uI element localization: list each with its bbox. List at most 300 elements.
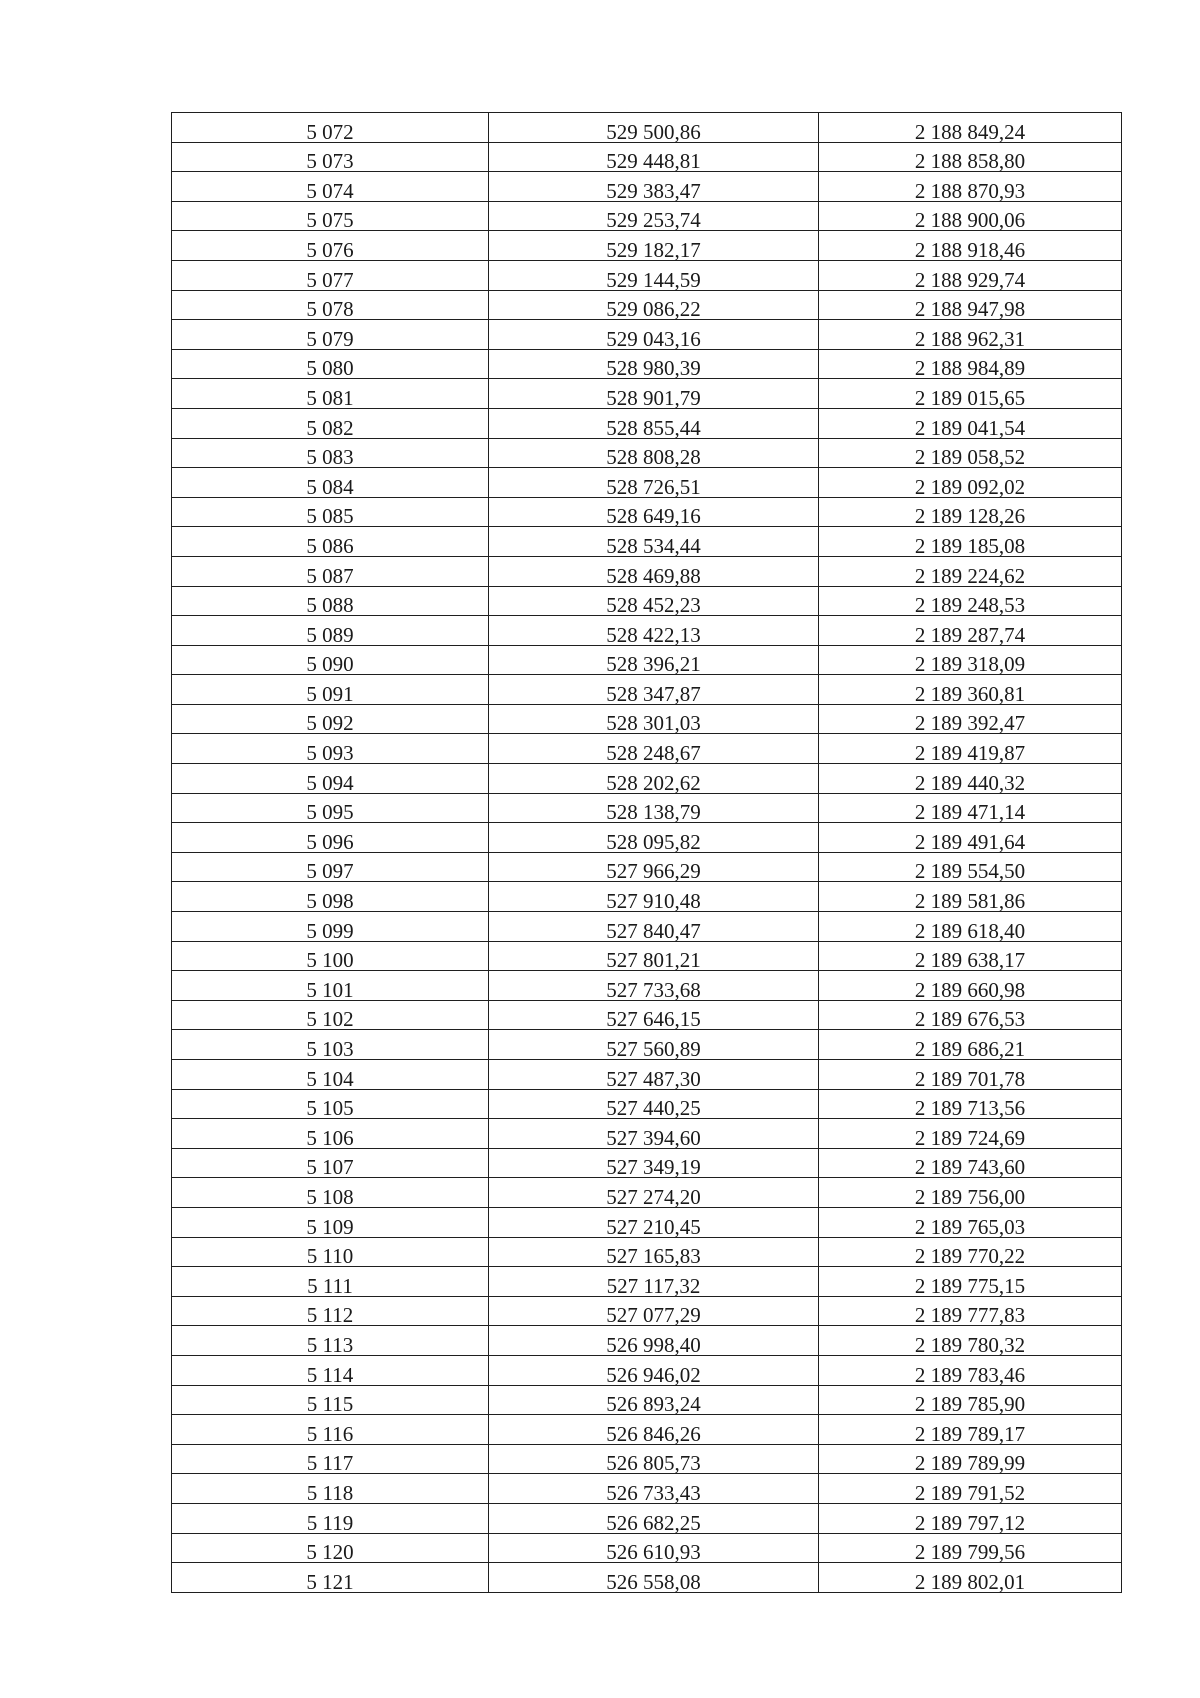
coordinates-table — [171, 112, 1122, 1593]
y-coordinate-cell — [819, 1089, 1122, 1119]
y-coordinate-cell — [819, 1148, 1122, 1178]
point-number-cell-text: 5 120 — [306, 1540, 354, 1565]
table-row — [172, 675, 1122, 705]
table-row — [172, 497, 1122, 527]
x-coordinate-cell — [489, 408, 819, 438]
point-number-cell — [172, 260, 489, 290]
y-coordinate-cell — [819, 1119, 1122, 1149]
x-coordinate-cell — [489, 320, 819, 350]
x-coordinate-cell — [489, 971, 819, 1001]
y-coordinate-cell — [819, 941, 1122, 971]
table-row — [172, 408, 1122, 438]
point-number-cell — [172, 971, 489, 1001]
x-coordinate-cell — [489, 912, 819, 942]
point-number-cell — [172, 438, 489, 468]
point-number-cell — [172, 1355, 489, 1385]
point-number-cell-text: 5 097 — [306, 859, 354, 884]
y-coordinate-cell-text: 2 189 676,53 — [914, 1007, 1026, 1032]
point-number-cell-text: 5 078 — [306, 297, 354, 322]
x-coordinate-cell-text: 528 534,44 — [606, 533, 701, 558]
table-row — [172, 852, 1122, 882]
x-coordinate-cell — [489, 1119, 819, 1149]
y-coordinate-cell — [819, 1267, 1122, 1297]
x-coordinate-cell — [489, 527, 819, 557]
point-number-cell-text: 5 119 — [306, 1510, 354, 1535]
table-row — [172, 556, 1122, 586]
point-number-cell — [172, 1089, 489, 1119]
y-coordinate-cell-text: 2 188 849,24 — [914, 119, 1026, 144]
point-number-cell-text: 5 107 — [306, 1155, 354, 1180]
y-coordinate-cell-text: 2 189 185,08 — [914, 533, 1026, 558]
x-coordinate-cell-text: 528 347,87 — [606, 681, 701, 706]
y-coordinate-cell — [819, 320, 1122, 350]
point-number-cell — [172, 852, 489, 882]
point-number-cell-text: 5 094 — [306, 770, 354, 795]
y-coordinate-cell — [819, 1415, 1122, 1445]
table-row — [172, 941, 1122, 971]
point-number-cell — [172, 645, 489, 675]
point-number-cell-text: 5 082 — [306, 415, 354, 440]
x-coordinate-cell — [489, 852, 819, 882]
point-number-cell-text: 5 073 — [306, 149, 354, 174]
point-number-cell-text: 5 108 — [306, 1184, 354, 1209]
y-coordinate-cell — [819, 1000, 1122, 1030]
y-coordinate-cell-text: 2 189 775,15 — [914, 1273, 1026, 1298]
y-coordinate-cell — [819, 408, 1122, 438]
point-number-cell-text: 5 112 — [306, 1303, 354, 1328]
point-number-cell — [172, 468, 489, 498]
y-coordinate-cell — [819, 912, 1122, 942]
y-coordinate-cell — [819, 142, 1122, 172]
y-coordinate-cell-text: 2 188 858,80 — [914, 149, 1026, 174]
x-coordinate-cell — [489, 1355, 819, 1385]
table-row — [172, 586, 1122, 616]
table-row — [172, 231, 1122, 261]
point-number-cell-text: 5 121 — [306, 1569, 354, 1594]
y-coordinate-cell-text: 2 189 360,81 — [914, 681, 1026, 706]
x-coordinate-cell — [489, 734, 819, 764]
point-number-cell — [172, 704, 489, 734]
table-row — [172, 1296, 1122, 1326]
x-coordinate-cell-text: 526 610,93 — [606, 1540, 701, 1565]
x-coordinate-cell — [489, 1178, 819, 1208]
point-number-cell — [172, 1444, 489, 1474]
table-row — [172, 1415, 1122, 1445]
x-coordinate-cell — [489, 586, 819, 616]
point-number-cell — [172, 1237, 489, 1267]
point-number-cell — [172, 527, 489, 557]
point-number-cell-text: 5 090 — [306, 652, 354, 677]
y-coordinate-cell-text: 2 189 756,00 — [914, 1184, 1026, 1209]
point-number-cell — [172, 349, 489, 379]
point-number-cell — [172, 320, 489, 350]
x-coordinate-cell-text: 529 253,74 — [606, 208, 701, 233]
table-row — [172, 1503, 1122, 1533]
y-coordinate-cell-text: 2 189 128,26 — [914, 504, 1026, 529]
point-number-cell — [172, 1326, 489, 1356]
y-coordinate-cell-text: 2 189 015,65 — [914, 385, 1026, 410]
point-number-cell-text: 5 117 — [306, 1451, 354, 1476]
coordinates-table-body — [172, 113, 1122, 1593]
y-coordinate-cell-text: 2 189 724,69 — [914, 1125, 1026, 1150]
y-coordinate-cell-text: 2 189 783,46 — [914, 1362, 1026, 1387]
x-coordinate-cell-text: 528 901,79 — [606, 385, 701, 410]
table-row — [172, 882, 1122, 912]
y-coordinate-cell-text: 2 189 491,64 — [914, 829, 1026, 854]
table-row — [172, 793, 1122, 823]
point-number-cell — [172, 793, 489, 823]
x-coordinate-cell-text: 528 469,88 — [606, 563, 701, 588]
x-coordinate-cell — [489, 260, 819, 290]
x-coordinate-cell — [489, 675, 819, 705]
point-number-cell-text: 5 098 — [306, 889, 354, 914]
x-coordinate-cell-text: 528 980,39 — [606, 356, 701, 381]
point-number-cell — [172, 1119, 489, 1149]
y-coordinate-cell — [819, 764, 1122, 794]
y-coordinate-cell-text: 2 189 287,74 — [914, 622, 1026, 647]
x-coordinate-cell — [489, 379, 819, 409]
point-number-cell — [172, 1148, 489, 1178]
x-coordinate-cell-text: 529 182,17 — [606, 237, 701, 262]
y-coordinate-cell — [819, 1207, 1122, 1237]
y-coordinate-cell — [819, 586, 1122, 616]
x-coordinate-cell — [489, 1089, 819, 1119]
y-coordinate-cell — [819, 349, 1122, 379]
point-number-cell — [172, 882, 489, 912]
point-number-cell — [172, 231, 489, 261]
x-coordinate-cell-text: 526 893,24 — [606, 1392, 701, 1417]
table-row — [172, 260, 1122, 290]
x-coordinate-cell-text: 526 846,26 — [606, 1421, 701, 1446]
x-coordinate-cell-text: 527 210,45 — [606, 1214, 701, 1239]
point-number-cell — [172, 1030, 489, 1060]
x-coordinate-cell-text: 529 500,86 — [606, 119, 701, 144]
x-coordinate-cell-text: 527 646,15 — [606, 1007, 701, 1032]
table-row — [172, 349, 1122, 379]
x-coordinate-cell-text: 528 422,13 — [606, 622, 701, 647]
table-row — [172, 172, 1122, 202]
x-coordinate-cell-text: 527 349,19 — [606, 1155, 701, 1180]
x-coordinate-cell-text: 528 649,16 — [606, 504, 701, 529]
x-coordinate-cell — [489, 793, 819, 823]
x-coordinate-cell — [489, 704, 819, 734]
x-coordinate-cell-text: 529 043,16 — [606, 326, 701, 351]
x-coordinate-cell-text: 529 448,81 — [606, 149, 701, 174]
point-number-cell-text: 5 087 — [306, 563, 354, 588]
table-row — [172, 1326, 1122, 1356]
point-number-cell-text: 5 091 — [306, 681, 354, 706]
point-number-cell — [172, 142, 489, 172]
x-coordinate-cell-text: 528 855,44 — [606, 415, 701, 440]
x-coordinate-cell — [489, 468, 819, 498]
x-coordinate-cell — [489, 1267, 819, 1297]
x-coordinate-cell-text: 527 440,25 — [606, 1096, 701, 1121]
point-number-cell-text: 5 088 — [306, 593, 354, 618]
x-coordinate-cell-text: 528 396,21 — [606, 652, 701, 677]
point-number-cell-text: 5 109 — [306, 1214, 354, 1239]
x-coordinate-cell — [489, 201, 819, 231]
y-coordinate-cell — [819, 1385, 1122, 1415]
table-row — [172, 1237, 1122, 1267]
x-coordinate-cell — [489, 172, 819, 202]
point-number-cell-text: 5 092 — [306, 711, 354, 736]
y-coordinate-cell — [819, 1444, 1122, 1474]
x-coordinate-cell — [489, 1030, 819, 1060]
table-row — [172, 1119, 1122, 1149]
y-coordinate-cell-text: 2 189 785,90 — [914, 1392, 1026, 1417]
x-coordinate-cell — [489, 142, 819, 172]
table-row — [172, 290, 1122, 320]
y-coordinate-cell-text: 2 188 984,89 — [914, 356, 1026, 381]
point-number-cell-text: 5 075 — [306, 208, 354, 233]
y-coordinate-cell-text: 2 189 791,52 — [914, 1480, 1026, 1505]
y-coordinate-cell-text: 2 189 581,86 — [914, 889, 1026, 914]
point-number-cell — [172, 823, 489, 853]
y-coordinate-cell — [819, 1237, 1122, 1267]
y-coordinate-cell-text: 2 189 802,01 — [914, 1569, 1026, 1594]
x-coordinate-cell-text: 528 202,62 — [606, 770, 701, 795]
x-coordinate-cell — [489, 764, 819, 794]
x-coordinate-cell — [489, 497, 819, 527]
point-number-cell — [172, 201, 489, 231]
point-number-cell-text: 5 084 — [306, 474, 354, 499]
table-row — [172, 1444, 1122, 1474]
point-number-cell-text: 5 115 — [306, 1392, 354, 1417]
table-row — [172, 1474, 1122, 1504]
x-coordinate-cell-text: 526 558,08 — [606, 1569, 701, 1594]
y-coordinate-cell-text: 2 189 789,99 — [914, 1451, 1026, 1476]
y-coordinate-cell-text: 2 189 777,83 — [914, 1303, 1026, 1328]
point-number-cell-text: 5 085 — [306, 504, 354, 529]
point-number-cell — [172, 586, 489, 616]
point-number-cell-text: 5 079 — [306, 326, 354, 351]
y-coordinate-cell-text: 2 189 058,52 — [914, 445, 1026, 470]
x-coordinate-cell — [489, 1563, 819, 1593]
y-coordinate-cell-text: 2 189 224,62 — [914, 563, 1026, 588]
y-coordinate-cell — [819, 1326, 1122, 1356]
point-number-cell-text: 5 095 — [306, 800, 354, 825]
x-coordinate-cell — [489, 1474, 819, 1504]
y-coordinate-cell — [819, 468, 1122, 498]
point-number-cell-text: 5 101 — [306, 977, 354, 1002]
x-coordinate-cell — [489, 1326, 819, 1356]
x-coordinate-cell-text: 527 274,20 — [606, 1184, 701, 1209]
x-coordinate-cell-text: 528 301,03 — [606, 711, 701, 736]
table-row — [172, 1563, 1122, 1593]
table-row — [172, 527, 1122, 557]
table-row — [172, 1355, 1122, 1385]
y-coordinate-cell-text: 2 188 929,74 — [914, 267, 1026, 292]
y-coordinate-cell-text: 2 189 743,60 — [914, 1155, 1026, 1180]
y-coordinate-cell — [819, 675, 1122, 705]
point-number-cell-text: 5 086 — [306, 533, 354, 558]
x-coordinate-cell — [489, 616, 819, 646]
x-coordinate-cell-text: 526 682,25 — [606, 1510, 701, 1535]
y-coordinate-cell-text: 2 189 041,54 — [914, 415, 1026, 440]
x-coordinate-cell — [489, 1296, 819, 1326]
table-row — [172, 201, 1122, 231]
y-coordinate-cell-text: 2 189 660,98 — [914, 977, 1026, 1002]
x-coordinate-cell — [489, 1444, 819, 1474]
y-coordinate-cell-text: 2 189 770,22 — [914, 1244, 1026, 1269]
y-coordinate-cell-text: 2 189 789,17 — [914, 1421, 1026, 1446]
y-coordinate-cell — [819, 882, 1122, 912]
x-coordinate-cell-text: 527 560,89 — [606, 1037, 701, 1061]
table-row — [172, 113, 1122, 143]
x-coordinate-cell-text: 527 394,60 — [606, 1125, 701, 1150]
point-number-cell — [172, 764, 489, 794]
point-number-cell-text: 5 100 — [306, 948, 354, 973]
x-coordinate-cell — [489, 882, 819, 912]
table-row — [172, 1207, 1122, 1237]
point-number-cell — [172, 1474, 489, 1504]
x-coordinate-cell-text: 528 248,67 — [606, 741, 701, 766]
y-coordinate-cell — [819, 231, 1122, 261]
point-number-cell — [172, 1385, 489, 1415]
y-coordinate-cell — [819, 823, 1122, 853]
y-coordinate-cell-text: 2 189 318,09 — [914, 652, 1026, 677]
x-coordinate-cell — [489, 1060, 819, 1090]
y-coordinate-cell — [819, 1178, 1122, 1208]
y-coordinate-cell — [819, 971, 1122, 1001]
point-number-cell — [172, 912, 489, 942]
y-coordinate-cell-text: 2 189 618,40 — [914, 918, 1026, 943]
x-coordinate-cell — [489, 1237, 819, 1267]
point-number-cell-text: 5 080 — [306, 356, 354, 381]
table-row — [172, 971, 1122, 1001]
table-row — [172, 1385, 1122, 1415]
table-row — [172, 764, 1122, 794]
y-coordinate-cell-text: 2 188 900,06 — [914, 208, 1026, 233]
y-coordinate-cell-text: 2 188 870,93 — [914, 178, 1026, 203]
point-number-cell — [172, 290, 489, 320]
x-coordinate-cell — [489, 1000, 819, 1030]
table-row — [172, 1267, 1122, 1297]
table-row — [172, 616, 1122, 646]
point-number-cell — [172, 734, 489, 764]
point-number-cell-text: 5 116 — [306, 1421, 354, 1446]
y-coordinate-cell — [819, 1060, 1122, 1090]
point-number-cell — [172, 941, 489, 971]
y-coordinate-cell-text: 2 188 947,98 — [914, 297, 1026, 322]
point-number-cell-text: 5 105 — [306, 1096, 354, 1121]
y-coordinate-cell-text: 2 189 638,17 — [914, 948, 1026, 973]
point-number-cell-text: 5 111 — [307, 1273, 353, 1298]
x-coordinate-cell — [489, 290, 819, 320]
point-number-cell — [172, 556, 489, 586]
x-coordinate-cell-text: 526 998,40 — [606, 1332, 701, 1357]
y-coordinate-cell — [819, 616, 1122, 646]
y-coordinate-cell — [819, 290, 1122, 320]
y-coordinate-cell-text: 2 189 686,21 — [914, 1037, 1026, 1061]
x-coordinate-cell — [489, 1415, 819, 1445]
x-coordinate-cell-text: 526 946,02 — [606, 1362, 701, 1387]
x-coordinate-cell — [489, 231, 819, 261]
y-coordinate-cell — [819, 438, 1122, 468]
y-coordinate-cell — [819, 1355, 1122, 1385]
point-number-cell-text: 5 113 — [306, 1332, 354, 1357]
y-coordinate-cell — [819, 793, 1122, 823]
point-number-cell — [172, 1296, 489, 1326]
y-coordinate-cell-text: 2 189 713,56 — [914, 1096, 1026, 1121]
table-row — [172, 1000, 1122, 1030]
y-coordinate-cell — [819, 497, 1122, 527]
y-coordinate-cell-text: 2 189 554,50 — [914, 859, 1026, 884]
x-coordinate-cell-text: 527 910,48 — [606, 889, 701, 914]
table-row — [172, 734, 1122, 764]
y-coordinate-cell-text: 2 189 780,32 — [914, 1332, 1026, 1357]
x-coordinate-cell-text: 528 808,28 — [606, 445, 701, 470]
point-number-cell-text: 5 103 — [306, 1037, 354, 1061]
point-number-cell — [172, 616, 489, 646]
x-coordinate-cell-text: 528 138,79 — [606, 800, 701, 825]
point-number-cell — [172, 1207, 489, 1237]
table-row — [172, 1533, 1122, 1563]
x-coordinate-cell — [489, 438, 819, 468]
point-number-cell — [172, 379, 489, 409]
point-number-cell-text: 5 110 — [306, 1244, 354, 1269]
x-coordinate-cell — [489, 1533, 819, 1563]
x-coordinate-cell — [489, 1207, 819, 1237]
y-coordinate-cell — [819, 1563, 1122, 1593]
y-coordinate-cell-text: 2 188 918,46 — [914, 237, 1026, 262]
point-number-cell-text: 5 106 — [306, 1125, 354, 1150]
y-coordinate-cell-text: 2 189 392,47 — [914, 711, 1026, 736]
y-coordinate-cell — [819, 734, 1122, 764]
point-number-cell — [172, 113, 489, 143]
x-coordinate-cell — [489, 645, 819, 675]
x-coordinate-cell — [489, 941, 819, 971]
table-row — [172, 823, 1122, 853]
point-number-cell-text: 5 081 — [306, 385, 354, 410]
table-row — [172, 379, 1122, 409]
point-number-cell-text: 5 096 — [306, 829, 354, 854]
table-row — [172, 320, 1122, 350]
point-number-cell-text: 5 083 — [306, 445, 354, 470]
y-coordinate-cell-text: 2 188 962,31 — [914, 326, 1026, 351]
y-coordinate-cell — [819, 172, 1122, 202]
point-number-cell — [172, 675, 489, 705]
y-coordinate-cell — [819, 201, 1122, 231]
point-number-cell-text: 5 076 — [306, 237, 354, 262]
y-coordinate-cell — [819, 645, 1122, 675]
y-coordinate-cell — [819, 1503, 1122, 1533]
x-coordinate-cell-text: 529 144,59 — [606, 267, 701, 292]
y-coordinate-cell-text: 2 189 765,03 — [914, 1214, 1026, 1239]
point-number-cell — [172, 172, 489, 202]
x-coordinate-cell-text: 529 383,47 — [606, 178, 701, 203]
y-coordinate-cell — [819, 527, 1122, 557]
x-coordinate-cell-text: 527 487,30 — [606, 1066, 701, 1091]
x-coordinate-cell — [489, 1503, 819, 1533]
y-coordinate-cell-text: 2 189 248,53 — [914, 593, 1026, 618]
x-coordinate-cell-text: 527 840,47 — [606, 918, 701, 943]
table-row — [172, 438, 1122, 468]
y-coordinate-cell-text: 2 189 799,56 — [914, 1540, 1026, 1565]
point-number-cell — [172, 1563, 489, 1593]
table-row — [172, 704, 1122, 734]
y-coordinate-cell-text: 2 189 471,14 — [914, 800, 1026, 825]
point-number-cell — [172, 408, 489, 438]
point-number-cell — [172, 1000, 489, 1030]
y-coordinate-cell-text: 2 189 440,32 — [914, 770, 1026, 795]
table-row — [172, 142, 1122, 172]
y-coordinate-cell — [819, 1474, 1122, 1504]
point-number-cell — [172, 1267, 489, 1297]
y-coordinate-cell — [819, 852, 1122, 882]
y-coordinate-cell — [819, 379, 1122, 409]
x-coordinate-cell-text: 528 452,23 — [606, 593, 701, 618]
